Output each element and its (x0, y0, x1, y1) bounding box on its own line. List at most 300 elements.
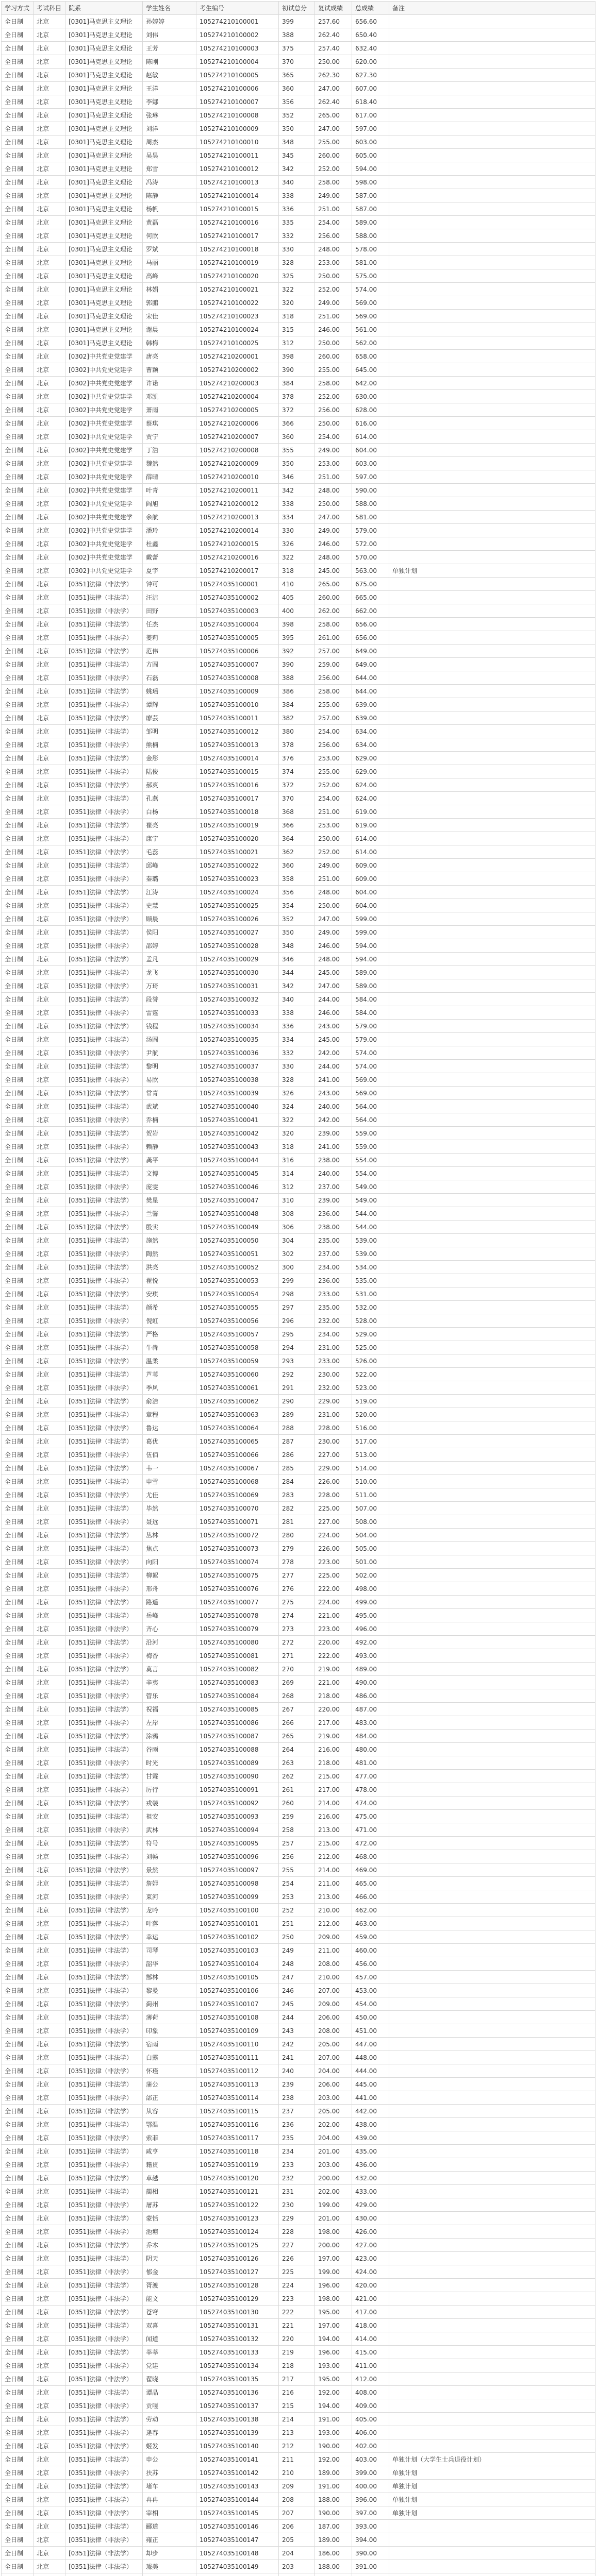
table-cell: 105274035100002 (196, 591, 279, 604)
table-cell: 217.00 (315, 1716, 352, 1730)
table-cell: 250.00 (315, 497, 352, 511)
table-cell: 300 (279, 1261, 315, 1274)
table-cell: 北京 (34, 269, 65, 283)
table-cell: [0351]法律（非法学） (65, 2413, 143, 2426)
table-cell: 105274035100010 (196, 698, 279, 711)
table-cell: 402.00 (352, 2439, 389, 2453)
table-cell: 北京 (34, 202, 65, 216)
table-cell: 253 (279, 1890, 315, 1904)
table-cell: 569.00 (352, 1073, 389, 1087)
table-cell: 244.00 (315, 993, 352, 1006)
table-cell: 605.00 (352, 149, 389, 162)
table-cell: 全日制 (2, 1743, 34, 1756)
table-cell: 246.00 (315, 537, 352, 551)
table-cell: 105274210200013 (196, 511, 279, 524)
table-cell: 237.00 (315, 1247, 352, 1261)
table-cell: 翟晓 (143, 2372, 196, 2386)
table-cell: 尤佳 (143, 1488, 196, 1502)
table-cell: 394.00 (352, 2533, 389, 2547)
table-cell: 全日制 (2, 2399, 34, 2413)
table-cell: 能文 (143, 2292, 196, 2306)
table-cell (389, 819, 595, 832)
table-row (2, 2319, 595, 2332)
table-cell: 105274035100006 (196, 645, 279, 658)
table-cell: 贾宁 (143, 430, 196, 444)
table-cell: 325 (279, 269, 315, 283)
table-cell: 275 (279, 1596, 315, 1609)
table-cell: [0351]法律（非法学） (65, 926, 143, 939)
table-cell: 北京 (34, 1060, 65, 1073)
table-cell: 全日制 (2, 1850, 34, 1863)
table-cell: 258 (279, 1823, 315, 1837)
table-cell (389, 1596, 595, 1609)
table-cell: 北京 (34, 1569, 65, 1582)
table-cell: 北京 (34, 1488, 65, 1502)
table-cell: 北京 (34, 2011, 65, 2024)
table-cell: 207.00 (315, 1984, 352, 1997)
table-cell: 北京 (34, 1904, 65, 1917)
table-cell: 213.00 (315, 1890, 352, 1904)
table-cell: [0351]法律（非法学） (65, 2011, 143, 2024)
table-cell: 105274035100031 (196, 979, 279, 993)
table-cell: [0351]法律（非法学） (65, 1301, 143, 1314)
table-cell: 北京 (34, 604, 65, 618)
table-row (2, 1676, 595, 1689)
table-cell: 武斌 (143, 1100, 196, 1113)
table-cell: 北京 (34, 1167, 65, 1180)
table-cell (389, 135, 595, 149)
table-cell: 430.00 (352, 2212, 389, 2225)
table-cell (389, 1060, 595, 1073)
table-row (2, 2466, 595, 2480)
table-cell: 105274035100016 (196, 778, 279, 792)
table-row (2, 256, 595, 269)
table-cell: 105274210100008 (196, 109, 279, 122)
table-cell: 全日制 (2, 1261, 34, 1274)
table-cell: 北京 (34, 1274, 65, 1287)
table-cell: 北京 (34, 618, 65, 631)
table-cell: 北京 (34, 926, 65, 939)
table-cell (389, 189, 595, 202)
table-cell: 192.00 (315, 2386, 352, 2399)
table-cell: 乔楠 (143, 1113, 196, 1127)
table-cell: 105274035100132 (196, 2332, 279, 2346)
table-cell: [0351]法律（非法学） (65, 1113, 143, 1127)
table-cell: 105274035100038 (196, 1073, 279, 1087)
table-cell: 105274035100003 (196, 604, 279, 618)
table-cell: 北京 (34, 738, 65, 752)
table-cell: 471.00 (352, 1823, 389, 1837)
table-cell: 444.00 (352, 2064, 389, 2078)
table-cell: 252.00 (315, 845, 352, 859)
table-cell: 207 (279, 2506, 315, 2520)
table-cell: 105274035100034 (196, 1020, 279, 1033)
table-cell (389, 1234, 595, 1247)
table-cell: 451.00 (352, 2024, 389, 2038)
table-cell: 北京 (34, 176, 65, 189)
table-cell: [0302]中共党史党建学 (65, 403, 143, 417)
table-cell: [0351]法律（非法学） (65, 1609, 143, 1622)
table-cell: 全日制 (2, 95, 34, 109)
table-cell: 全日制 (2, 2319, 34, 2332)
table-row (2, 2105, 595, 2118)
table-cell: [0351]法律（非法学） (65, 1435, 143, 1448)
table-cell (389, 1502, 595, 1515)
table-cell: 579.00 (352, 1020, 389, 1033)
table-cell: 全日制 (2, 1716, 34, 1730)
table-cell: [0302]中共党史党建学 (65, 511, 143, 524)
table-cell: 211.00 (315, 1944, 352, 1957)
table-cell: 全日制 (2, 1676, 34, 1689)
table-cell: 254.00 (315, 725, 352, 738)
table-cell: 603.00 (352, 457, 389, 470)
table-cell: 北京 (34, 1475, 65, 1488)
table-cell: 北京 (34, 1877, 65, 1890)
table-cell: 105274035100053 (196, 1274, 279, 1287)
table-cell: 223 (279, 2292, 315, 2306)
table-row (2, 1730, 595, 1743)
table-cell: 195.00 (315, 2306, 352, 2319)
table-row (2, 966, 595, 979)
table-cell: 249 (279, 1944, 315, 1957)
table-cell: 陆俊 (143, 765, 196, 778)
table-cell: 312 (279, 1180, 315, 1194)
table-cell: 247.00 (315, 82, 352, 95)
table-cell: 北京 (34, 216, 65, 229)
table-cell: 全日制 (2, 1944, 34, 1957)
table-cell (65, 2573, 143, 2576)
table-cell: 513.00 (352, 1448, 389, 1462)
table-cell (389, 1689, 595, 1703)
table-cell: [0351]法律（非法学） (65, 2359, 143, 2372)
table-row (2, 537, 595, 551)
table-cell: 203.00 (315, 2158, 352, 2172)
table-cell: 105274210200003 (196, 377, 279, 390)
table-cell: 北京 (34, 899, 65, 912)
table-cell: 北京 (34, 1328, 65, 1341)
table-cell: 436.00 (352, 2158, 389, 2172)
table-cell: 北京 (34, 711, 65, 725)
table-cell (389, 671, 595, 685)
table-cell: [0351]法律（非法学） (65, 1328, 143, 1341)
table-cell: 秦璐 (143, 872, 196, 886)
table-row (2, 2038, 595, 2051)
table-cell: 235 (279, 2131, 315, 2145)
table-row (2, 95, 595, 109)
table-cell: 241.00 (315, 1073, 352, 1087)
table-cell: 全日制 (2, 2158, 34, 2172)
table-cell: 严格 (143, 1328, 196, 1341)
table-cell: 全日制 (2, 926, 34, 939)
table-row (2, 2051, 595, 2064)
table-cell: 352 (279, 109, 315, 122)
table-cell: 105274035100125 (196, 2239, 279, 2252)
table-cell: 扶苏 (143, 2466, 196, 2480)
table-cell: 336 (279, 202, 315, 216)
table-cell (389, 1261, 595, 1274)
table-cell: 邰正 (143, 2091, 196, 2105)
table-cell: 全日制 (2, 1341, 34, 1354)
table-cell: 252.00 (315, 283, 352, 296)
table-cell: 350 (279, 122, 315, 135)
table-cell (389, 1381, 595, 1395)
table-cell: 全日制 (2, 912, 34, 926)
table-cell: 318 (279, 310, 315, 323)
table-cell: [0351]法律（非法学） (65, 1890, 143, 1904)
table-cell: 216 (279, 2386, 315, 2399)
table-cell: 全日制 (2, 1770, 34, 1783)
table-cell: 司琴 (143, 1944, 196, 1957)
table-cell: [0301]马克思主义理论 (65, 135, 143, 149)
table-cell: 262.40 (315, 95, 352, 109)
table-cell: 223.00 (315, 1622, 352, 1636)
table-cell: 398 (279, 350, 315, 363)
table-cell (389, 524, 595, 537)
table-cell (389, 162, 595, 176)
table-cell: [0351]法律（非法学） (65, 2185, 143, 2198)
table-cell: 全日制 (2, 1301, 34, 1314)
table-cell: 池塘 (143, 2225, 196, 2239)
table-cell: 607.00 (352, 82, 389, 95)
table-cell: [0351]法律（非法学） (65, 1649, 143, 1663)
table-cell: 279 (279, 1542, 315, 1555)
table-cell: 105274035100051 (196, 1247, 279, 1261)
table-cell: 全日制 (2, 2453, 34, 2466)
table-cell: 105274210200007 (196, 430, 279, 444)
table-cell: 北京 (34, 1797, 65, 1810)
table-cell: 384 (279, 698, 315, 711)
table-cell (389, 966, 595, 979)
table-cell (389, 1127, 595, 1140)
table-cell: 644.00 (352, 685, 389, 698)
table-cell: 全日制 (2, 350, 34, 363)
table-cell: 603.00 (352, 135, 389, 149)
table-cell: 厉行 (143, 1783, 196, 1797)
table-cell (389, 912, 595, 926)
table-cell: 222 (279, 2306, 315, 2319)
table-cell: 全日制 (2, 1354, 34, 1368)
table-cell: 北京 (34, 1850, 65, 1863)
table-cell: 483.00 (352, 1716, 389, 1730)
table-cell: 198.00 (315, 2225, 352, 2239)
column-header: 学生姓名 (143, 2, 196, 15)
table-cell: 278 (279, 1555, 315, 1569)
table-cell (389, 845, 595, 859)
table-row (2, 430, 595, 444)
table-cell: 295 (279, 1328, 315, 1341)
table-cell: 全日制 (2, 2225, 34, 2239)
table-cell: 105274035100068 (196, 1475, 279, 1488)
table-cell: 北京 (34, 2453, 65, 2466)
table-cell: [0301]马克思主义理论 (65, 28, 143, 42)
table-cell: 105274035100043 (196, 1140, 279, 1154)
table-cell: 105274210100002 (196, 28, 279, 42)
table-cell: 时光 (143, 1756, 196, 1770)
table-cell: 312 (279, 336, 315, 350)
table-cell: 北京 (34, 2158, 65, 2172)
table-cell: 614.00 (352, 832, 389, 845)
table-cell: 北京 (34, 2131, 65, 2145)
table-row (2, 1622, 595, 1636)
table-cell: 235.00 (315, 1301, 352, 1314)
table-cell: 全日制 (2, 2064, 34, 2078)
table-cell: 章程 (143, 1408, 196, 1421)
table-cell: 郭鹏 (143, 296, 196, 310)
table-cell: 368 (279, 805, 315, 819)
table-cell: 105274035100060 (196, 1368, 279, 1381)
table-cell: 全日制 (2, 2265, 34, 2279)
table-cell: 328 (279, 1073, 315, 1087)
table-cell: 北京 (34, 819, 65, 832)
table-cell: 314 (279, 1167, 315, 1180)
table-cell: 322 (279, 283, 315, 296)
table-cell: 北京 (34, 2359, 65, 2372)
table-cell: 435.00 (352, 2145, 389, 2158)
table-cell: 197.00 (315, 2319, 352, 2332)
table-cell: [0301]马克思主义理论 (65, 55, 143, 69)
table-cell: [0351]法律（非法学） (65, 2131, 143, 2145)
table-cell: [0301]马克思主义理论 (65, 82, 143, 95)
table-cell: [0301]马克思主义理论 (65, 269, 143, 283)
table-cell (389, 2038, 595, 2051)
table-cell: 北京 (34, 993, 65, 1006)
table-cell: 北京 (34, 859, 65, 872)
table-cell: 616.00 (352, 417, 389, 430)
table-cell: 田野 (143, 604, 196, 618)
table-cell: 594.00 (352, 953, 389, 966)
table-cell: 全日制 (2, 752, 34, 765)
table-cell: 全日制 (2, 149, 34, 162)
table-cell: 刘伟 (143, 28, 196, 42)
table-cell: 465.00 (352, 1877, 389, 1890)
table-cell: 北京 (34, 2506, 65, 2520)
table-cell: 杜鑫 (143, 537, 196, 551)
table-row (2, 149, 595, 162)
table-row (2, 2439, 595, 2453)
table-row (2, 1033, 595, 1046)
table-cell (389, 55, 595, 69)
table-cell: 全日制 (2, 2011, 34, 2024)
table-cell: 全日制 (2, 872, 34, 886)
table-cell: 谭辉 (143, 698, 196, 711)
table-cell (389, 296, 595, 310)
table-cell (196, 2573, 279, 2576)
table-cell (389, 1435, 595, 1448)
table-row (2, 1234, 595, 1247)
table-cell: 245 (279, 1997, 315, 2011)
table-row (2, 645, 595, 658)
table-cell: 306 (279, 1221, 315, 1234)
table-cell: 398 (279, 618, 315, 631)
table-cell: 203.00 (315, 2091, 352, 2105)
table-cell: 105274035100124 (196, 2225, 279, 2239)
table-cell: 阎旭 (143, 497, 196, 511)
table-row (2, 2292, 595, 2306)
table-row (2, 1596, 595, 1609)
table-cell: 幸运 (143, 1930, 196, 1944)
table-row (2, 1448, 595, 1462)
table-cell: 祝福 (143, 1703, 196, 1716)
table-cell: [0351]法律（非法学） (65, 1234, 143, 1247)
table-row (2, 310, 595, 323)
table-cell: 全日制 (2, 1730, 34, 1743)
table-cell: 105274035100099 (196, 1890, 279, 1904)
table-cell: 268 (279, 1689, 315, 1703)
table-cell: 244 (279, 2011, 315, 2024)
table-cell: 221.00 (315, 1676, 352, 1689)
table-cell: 全日制 (2, 671, 34, 685)
table-cell: 任杰 (143, 618, 196, 631)
table-cell (389, 618, 595, 631)
table-cell: [0351]法律（非法学） (65, 2145, 143, 2158)
table-cell: [0301]马克思主义理论 (65, 243, 143, 256)
table-cell: 左岸 (143, 1716, 196, 1730)
table-cell (389, 1087, 595, 1100)
table-cell: 252.00 (315, 390, 352, 403)
table-cell: 578.00 (352, 243, 389, 256)
table-cell: 296 (279, 1314, 315, 1328)
table-row (2, 350, 595, 363)
table-cell (389, 484, 595, 497)
table-cell: 105274210200011 (196, 484, 279, 497)
table-cell: 闻道 (143, 2332, 196, 2346)
table-cell: 龚平 (143, 1154, 196, 1167)
table-cell: 北京 (34, 537, 65, 551)
table-cell: 570.00 (352, 551, 389, 564)
table-row (2, 2306, 595, 2319)
table-cell: 266 (279, 1716, 315, 1730)
table-cell: 258.00 (315, 377, 352, 390)
table-cell: [0302]中共党史党建学 (65, 377, 143, 390)
table-cell: [0351]法律（非法学） (65, 1421, 143, 1435)
table-cell: 文博 (143, 1167, 196, 1180)
table-cell (389, 1515, 595, 1529)
table-cell: 262 (279, 1770, 315, 1783)
table-cell (389, 95, 595, 109)
table-cell: [0301]马克思主义理论 (65, 310, 143, 323)
table-cell: 246.00 (315, 1006, 352, 1020)
table-cell: 全日制 (2, 323, 34, 336)
table-cell: 束河 (143, 1890, 196, 1904)
table-cell: [0351]法律（非法学） (65, 1046, 143, 1060)
table-cell: 105274035100013 (196, 738, 279, 752)
table-cell: [0351]法律（非法学） (65, 1515, 143, 1529)
table-cell: 105274035100136 (196, 2386, 279, 2399)
table-cell: [0351]法律（非法学） (65, 1033, 143, 1046)
table-cell: 全日制 (2, 229, 34, 243)
table-cell (389, 1636, 595, 1649)
table-cell: 628.00 (352, 403, 389, 417)
table-cell: 254.00 (315, 792, 352, 805)
table-cell: [0351]法律（非法学） (65, 1194, 143, 1207)
table-cell: 北京 (34, 832, 65, 845)
table-cell: 蒙恬 (143, 2212, 196, 2225)
table-cell: 228.00 (315, 1421, 352, 1435)
table-cell: 柳絮 (143, 1569, 196, 1582)
table-cell: 北京 (34, 1555, 65, 1569)
table-cell: 242 (279, 2038, 315, 2051)
table-cell (389, 497, 595, 511)
table-cell: [0301]马克思主义理论 (65, 296, 143, 310)
table-cell: 105274035100025 (196, 899, 279, 912)
table-cell (389, 511, 595, 524)
table-cell: 北京 (34, 578, 65, 591)
table-row (2, 511, 595, 524)
table-cell: [0351]法律（非法学） (65, 1569, 143, 1582)
table-cell: 105274035100116 (196, 2118, 279, 2131)
table-cell: 619.00 (352, 805, 389, 819)
table-cell (315, 2573, 352, 2576)
